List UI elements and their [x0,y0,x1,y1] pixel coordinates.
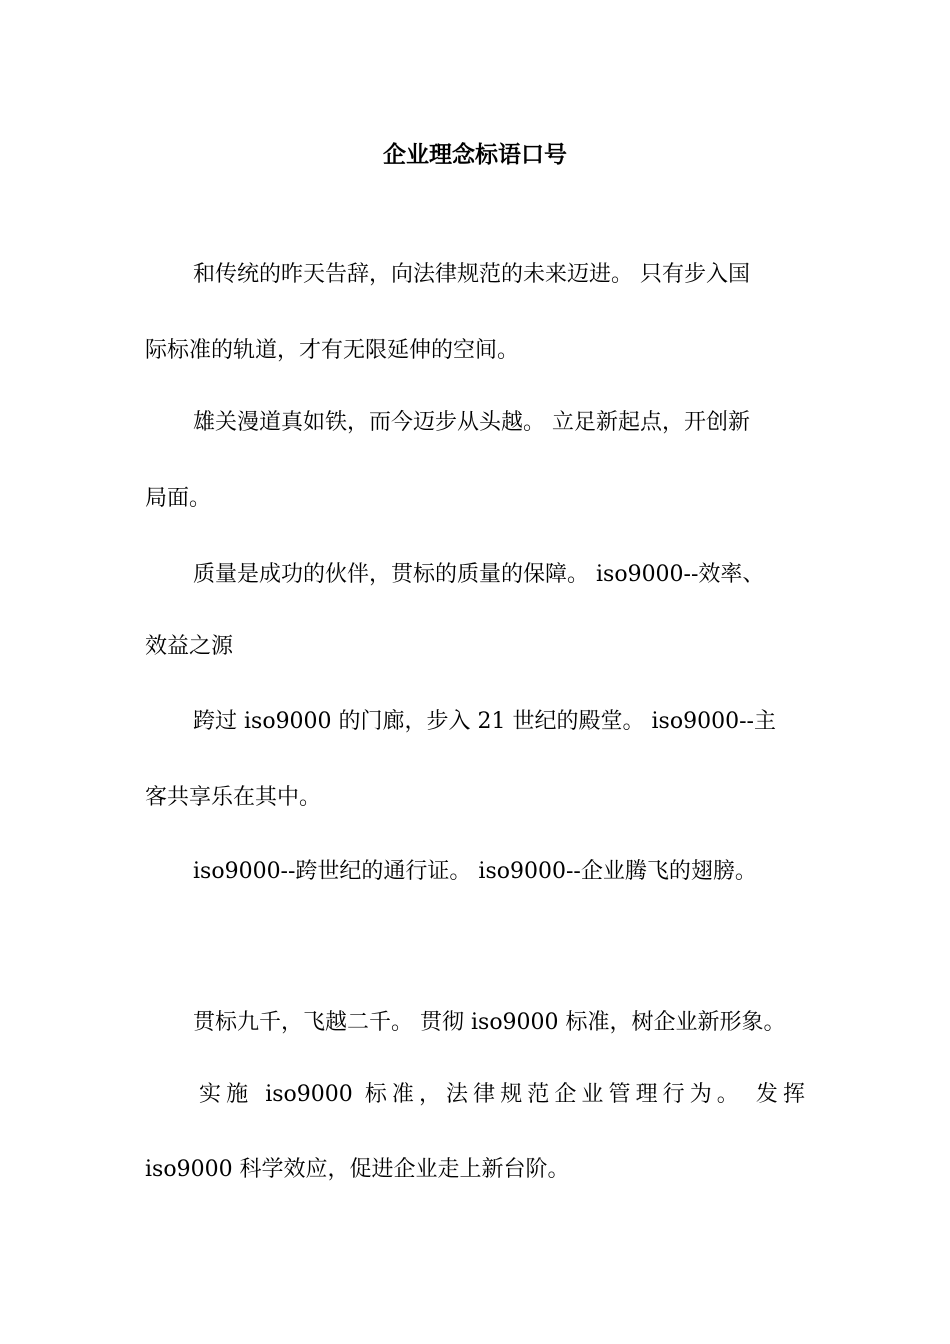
paragraph-line: 效益之源 [145,634,234,659]
paragraph-line: 客共享乐在其中。 [145,785,322,810]
paragraph-line: iso9000 科学效应，促进企业走上新台阶。 [145,1157,570,1182]
paragraph-line: 和传统的昨天告辞，向法律规范的未来迈进。 只有步入国 [193,262,750,287]
paragraph-line: 际标准的轨道，才有无限延伸的空间。 [145,338,520,363]
paragraph-line: 雄关漫道真如铁，而今迈步从头越。 立足新起点，开创新 [193,410,750,435]
paragraph-line: 局面。 [145,486,212,511]
paragraph-line: 贯标九千，飞越二千。 贯彻 iso9000 标准，树企业新形象。 [193,1010,786,1035]
paragraph-line: 质量是成功的伙伴，贯标的质量的保障。 iso9000--效率、 [193,562,765,587]
document-title: 企业理念标语口号 [383,142,567,168]
paragraph-line: 实施 iso9000 标准，法律规范企业管理行为。 发挥 [199,1082,805,1107]
paragraph-line: iso9000--跨世纪的通行证。 iso9000--企业腾飞的翅膀。 [193,859,757,884]
paragraph-line: 跨过 iso9000 的门廊，步入 21 世纪的殿堂。 iso9000--主 [193,709,776,734]
